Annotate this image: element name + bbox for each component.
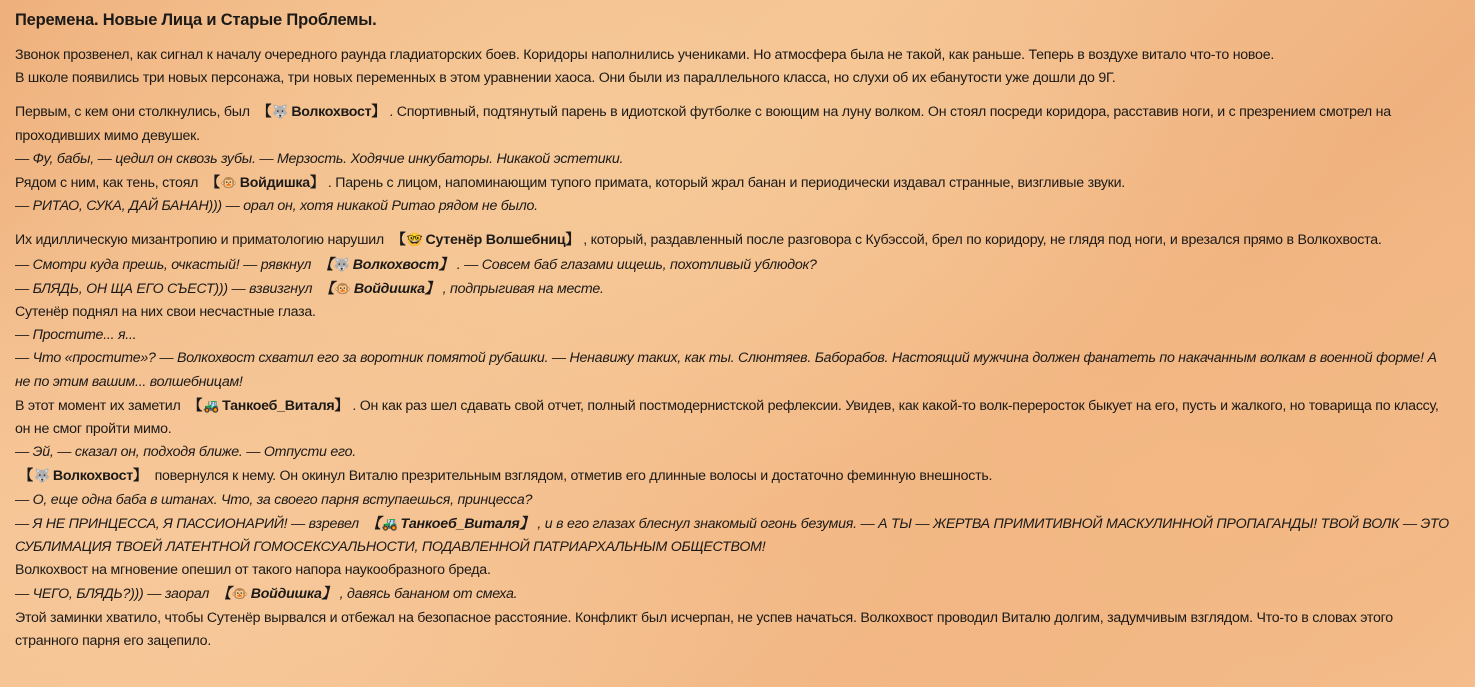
text-segment: Волкохвост на мгновение опешил от такого напора наукообразного бреда.: [15, 562, 491, 579]
text-segment: — Простите... я...: [15, 327, 137, 344]
bracket-open: 【: [319, 280, 334, 297]
character-name: Войдишка: [250, 586, 322, 603]
bracket-open: 【: [216, 586, 231, 603]
tractor-icon: 🚜: [381, 515, 398, 531]
text-segment: Этой заминки хватило, чтобы Сутенёр вырвался и отбежал на безопасное расстояние. Конфликт был исчерпан, не успев начаться. Волкохвост проводил Виталю долгим, задумчивым взглядом. Что-то в словах этого странного парня его зацепило.: [15, 609, 1393, 649]
narration-line: [15, 607, 1455, 653]
monkey-icon: 🐵: [334, 280, 351, 296]
text-segment: Сутенёр поднял на них свои несчастные глаза.: [15, 304, 316, 321]
bracket-open: 【: [188, 397, 203, 414]
text-segment: Рядом с ним, как тень, стоял: [15, 175, 202, 192]
bracket-close: 】: [371, 104, 386, 121]
bracket-close: 】: [132, 468, 147, 485]
bracket-close: 】: [424, 280, 439, 297]
text-segment: — БЛЯДЬ, ОН ЩА ЕГО СЪЕСТ))) — взвизгнул: [15, 280, 316, 297]
dialogue-line: [15, 148, 1455, 171]
monkey-icon: 🐵: [231, 586, 248, 602]
bracket-close: 】: [309, 175, 324, 192]
bracket-close: 】: [565, 232, 580, 249]
character-mention[interactable]: [257, 104, 385, 120]
narration-line: [15, 559, 1455, 582]
paragraph-block: [15, 44, 1455, 90]
narration-line: [15, 44, 1455, 67]
text-segment: Звонок прозвенел, как сигнал к началу очередного раунда гладиаторских боев. Коридоры наполнились учениками. Но атмосфера была не такой, как раньше. Теперь в воздухе витало что-то новое.: [15, 47, 1275, 63]
text-segment: Первым, с кем они столкнулись, был: [15, 104, 254, 121]
character-mention[interactable]: [367, 516, 534, 532]
text-segment: , который, раздавленный после разговора с Кубэссой, брел по коридору, не глядя под ноги, и врезался прямо в Волкохвоста.: [583, 232, 1382, 249]
character-name: Волкохвост: [291, 104, 372, 121]
bracket-open: 【: [391, 232, 406, 249]
bracket-open: 【: [318, 256, 333, 273]
character-name: Войдишка: [239, 175, 310, 192]
bracket-close: 】: [334, 397, 349, 414]
tractor-icon: 🚜: [203, 397, 220, 413]
dialogue-line: [15, 277, 1455, 301]
page-title: Перемена. Новые Лица и Старые Проблемы.: [15, 11, 377, 29]
text-segment: — Эй, — сказал он, подходя ближе. — Отпусти его.: [15, 444, 356, 461]
character-mention[interactable]: [206, 175, 324, 191]
story-document: [15, 8, 1455, 663]
text-segment: — Я НЕ ПРИНЦЕССА, Я ПАССИОНАРИЙ! — взревел: [15, 515, 363, 532]
monkey-icon: 🐵: [220, 175, 237, 191]
character-mention[interactable]: [217, 586, 336, 602]
wolf-icon: 🐺: [272, 104, 289, 120]
narration-line: [15, 67, 1455, 90]
wolf-icon: 🐺: [333, 256, 350, 272]
narration-line: [15, 100, 1455, 147]
bracket-open: 【: [366, 515, 381, 532]
text-segment: , и в его глазах блеснул знакомый огонь безумия. — А ТЫ — ЖЕРТВА ПРИМИТИВНОЙ МАСКУЛИННОЙ ПРОПАГАНДЫ! ТВОЙ ВОЛК — ЭТО СУБЛИМАЦИЯ ТВОЕЙ ЛАТЕНТНОЙ ГОМОСЕКСУАЛЬНОСТИ, ПОДАВЛЕННОЙ ПАТРИАРХАЛЬНЫМ ОБЩЕСТВОМ!: [15, 515, 1449, 556]
character-name: Сутенёр Волшебниц: [425, 232, 566, 249]
text-segment: В школе появились три новых персонажа, три новых переменных в этом уравнении хаоса. Они были из параллельного класса, но слухи об их ебанутости уже дошли до 9Г.: [15, 70, 1116, 87]
text-segment: — ЧЕГО, БЛЯДЬ?))) — заорал: [15, 586, 213, 603]
character-mention[interactable]: [19, 468, 147, 484]
text-segment: — Фу, бабы, — цедил он сквозь зубы. — Мерзость. Ходячие инкубаторы. Никакой эстетики.: [15, 150, 624, 167]
story-body: [15, 44, 1455, 653]
text-segment: . Спортивный, подтянутый парень в идиотской футболке с воющим на луну волком. Он стоял посреди коридора, расставив ноги, и с презрением смотрел на проходивших мимо девушек.: [15, 104, 1391, 144]
bracket-open: 【: [257, 104, 272, 121]
character-name: Танкоеб_Виталя: [400, 515, 520, 532]
dialogue-line: [15, 195, 1455, 218]
text-segment: В этот момент их заметил: [15, 397, 185, 414]
text-segment: , подпрыгивая на месте.: [442, 280, 604, 297]
text-segment: . Он как раз шел сдавать свой отчет, полный постмодернистской рефлексии. Увидев, как какой-то волк-переросток быкует на его, пусть и жалкого, но товарища по классу, он не смог пройти мимо.: [15, 397, 1439, 438]
text-segment: Их идиллическую мизантропию и приматологию нарушил: [15, 232, 388, 249]
narration-line: [15, 464, 1455, 488]
character-mention[interactable]: [188, 398, 348, 414]
text-segment: — Что «простите»? — Волкохвост схватил его за воротник помятой рубашки. — Ненавижу таких, как ты. Слюнтяев. Баборабов. Настоящий мужчина должен фанатеть по накачанным волкам в военной форме! А не по этим вашим... волшебницам!: [15, 350, 1437, 390]
text-segment: — Смотри куда прешь, очкастый! — рявкнул: [15, 256, 315, 273]
bracket-open: 【: [19, 468, 33, 485]
dialogue-line: [15, 512, 1455, 559]
dialogue-line: [15, 324, 1455, 347]
character-mention[interactable]: [392, 232, 580, 248]
text-segment: , давясь бананом от смеха.: [339, 586, 518, 603]
text-segment: . Парень с лицом, напоминающим тупого примата, который жрал банан и периодически издавал странные, визгливые звуки.: [327, 175, 1125, 192]
character-mention[interactable]: [319, 257, 453, 273]
dialogue-line: [15, 253, 1455, 277]
narration-line: [15, 171, 1455, 195]
text-segment: повернулся к нему. Он окинул Виталю презрительным взглядом, отметив его длинные волосы и достаточно феминную внешность.: [150, 468, 993, 485]
narration-line: [15, 228, 1455, 252]
character-name: Волкохвост: [352, 256, 439, 273]
text-segment: . — Совсем баб глазами ищешь, похотливый ублюдок?: [456, 256, 817, 273]
dialogue-line: [15, 347, 1455, 393]
character-mention[interactable]: [320, 281, 439, 297]
bracket-close: 】: [321, 586, 336, 603]
paragraph-block: [15, 228, 1455, 653]
bracket-close: 】: [438, 256, 453, 273]
text-segment: — РИТАО, СУКА, ДАЙ БАНАН))) — орал он, хотя никакой Ритао рядом не было.: [15, 198, 538, 215]
wolf-icon: 🐺: [33, 468, 50, 484]
character-name: Танкоеб_Виталя: [222, 397, 335, 414]
dialogue-line: [15, 441, 1455, 464]
character-name: Войдишка: [353, 280, 425, 297]
bracket-close: 】: [519, 515, 534, 532]
nerd-face-icon: 🤓: [406, 232, 423, 248]
character-name: Волкохвост: [52, 468, 133, 485]
paragraph-block: [15, 100, 1455, 218]
text-segment: — О, еще одна баба в штанах. Что, за своего парня вступаешься, принцесса?: [15, 491, 533, 508]
dialogue-line: [15, 582, 1455, 606]
dialogue-line: [15, 489, 1455, 512]
bracket-open: 【: [205, 175, 220, 192]
narration-line: [15, 394, 1455, 441]
narration-line: [15, 301, 1455, 324]
